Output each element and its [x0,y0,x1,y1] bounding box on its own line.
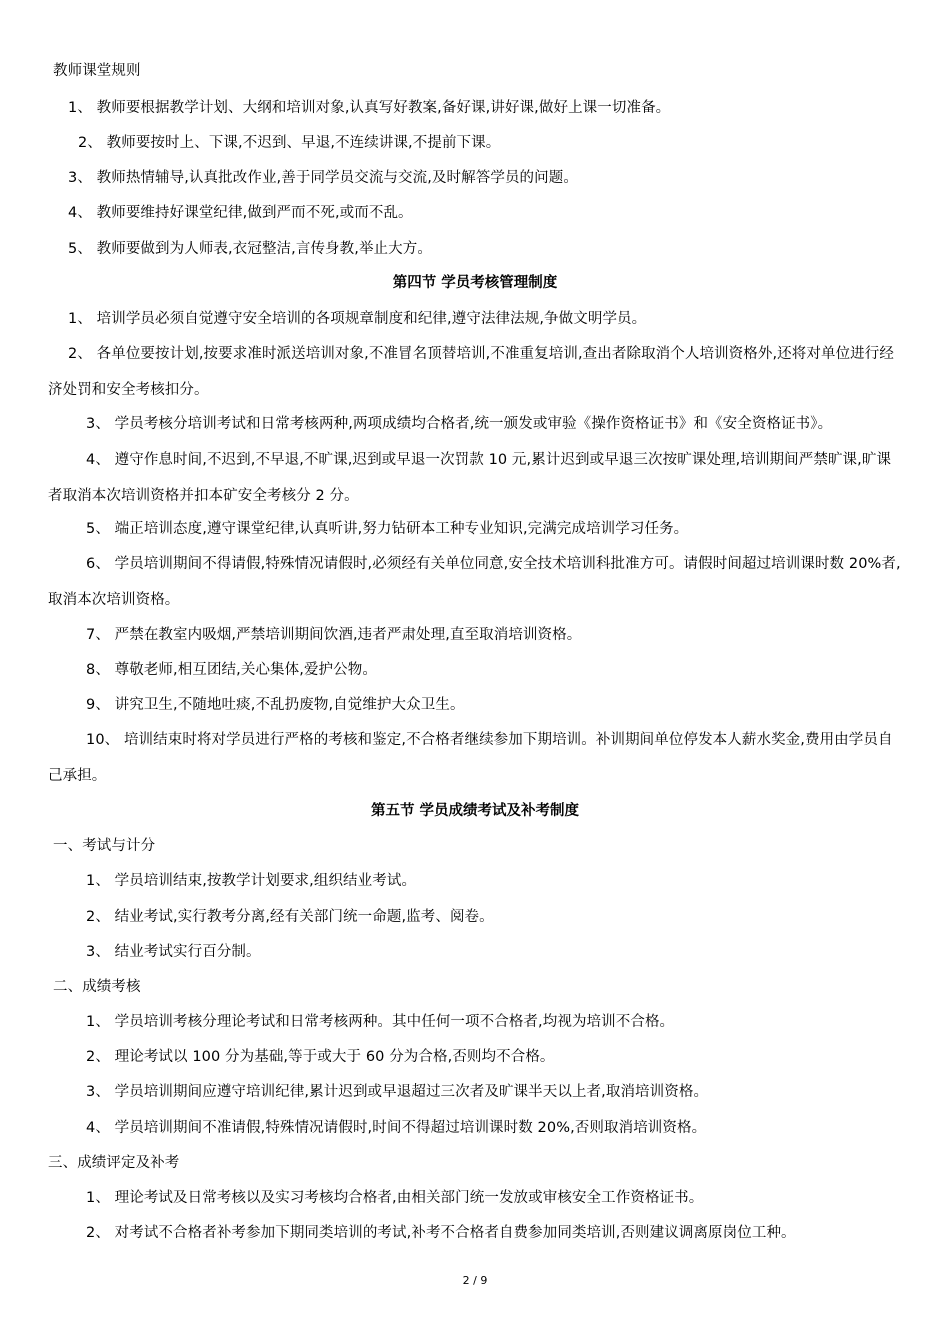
list-item: 2、 理论考试以 100 分为基础,等于或大于 60 分为合格,否则均不合格。 [86,1049,555,1065]
list-item: 2、 结业考试,实行教考分离,经有关部门统一命题,监考、阅卷。 [86,909,494,925]
list-item: 2、 教师要按时上、下课,不迟到、早退,不连续讲课,不提前下课。 [78,135,501,151]
list-item: 1、 学员培训考核分理论考试和日常考核两种。其中任何一项不合格者,均视为培训不合格。 [86,1014,675,1030]
section-heading-5: 第五节 学员成绩考试及补考制度 [370,803,580,819]
list-item: 1、 教师要根据教学计划、大纲和培训对象,认真写好教案,备好课,讲好课,做好上课一切准备。 [68,100,671,116]
list-item: 3、 结业考试实行百分制。 [86,944,261,960]
page-number: 2 / 9 [462,1274,488,1287]
list-item: 3、 学员培训期间应遵守培训纪律,累计迟到或早退超过三次者及旷课半天以上者,取消培训资格。 [86,1084,709,1100]
list-item: 5、 教师要做到为人师表,衣冠整洁,言传身教,举止大方。 [68,241,432,257]
list-item: 1、 培训学员必须自觉遵守安全培训的各项规章制度和纪律,遵守法律法规,争做文明学员。 [68,311,647,327]
list-item: 6、 学员培训期间不得请假,特殊情况请假时,必须经有关单位同意,安全技术培训科批准方可。请假时间超过培训课时数 20%者,取消本次培训资格。 [48,556,901,608]
list-item: 7、 严禁在教室内吸烟,严禁培训期间饮酒,违者严肃处理,直至取消培训资格。 [86,627,582,643]
list-item: 10、 培训结束时将对学员进行严格的考核和鉴定,不合格者继续参加下期培训。补训期间单位停发本人薪水奖金,费用由学员自己承担。 [48,732,893,784]
list-item: 4、 学员培训期间不准请假,特殊情况请假时,时间不得超过培训课时数 20%,否则取消培训资格。 [86,1120,707,1136]
list-item: 4、 遵守作息时间,不迟到,不早退,不旷课,迟到或早退一次罚款 10 元,累计迟到或早退三次按旷课处理,培训期间严禁旷课,旷课者取消本次培训资格并扣本矿安全考核分 2 分。 [48,452,892,504]
list-item: 9、 讲究卫生,不随地吐痰,不乱扔废物,自觉维护大众卫生。 [86,697,465,713]
subsection-title: 一、考试与计分 [53,838,156,854]
list-item: 5、 端正培训态度,遵守课堂纪律,认真听讲,努力钻研本工种专业知识,完满完成培训学习任务。 [86,521,689,537]
list-item: 2、 对考试不合格者补考参加下期同类培训的考试,补考不合格者自费参加同类培训,否则建议调离原岗位工种。 [86,1225,796,1241]
list-item: 3、 学员考核分培训考试和日常考核两种,两项成绩均合格者,统一颁发或审验《操作资格证书》和《安全资格证书》。 [86,416,833,432]
list-item: 3、 教师热情辅导,认真批改作业,善于同学员交流与交流,及时解答学员的问题。 [68,170,578,186]
subsection-title: 三、成绩评定及补考 [48,1155,180,1171]
list-item: 8、 尊敬老师,相互团结,关心集体,爱护公物。 [86,662,377,678]
list-item: 4、 教师要维持好课堂纪律,做到严而不死,或而不乱。 [68,205,413,221]
list-item: 1、 学员培训结束,按教学计划要求,组织结业考试。 [86,873,417,889]
section-heading-4: 第四节 学员考核管理制度 [392,275,558,291]
list-item: 2、 各单位要按计划,按要求准时派送培训对象,不准冒名顶替培训,不准重复培训,查出者除取消个人培训资格外,还将对单位进行经济处罚和安全考核扣分。 [48,346,894,398]
section-title-teacher-rules: 教师课堂规则 [53,63,141,79]
subsection-title: 二、成绩考核 [53,979,141,995]
list-item: 1、 理论考试及日常考核以及实习考核均合格者,由相关部门统一发放或审核安全工作资格证书。 [86,1190,704,1206]
